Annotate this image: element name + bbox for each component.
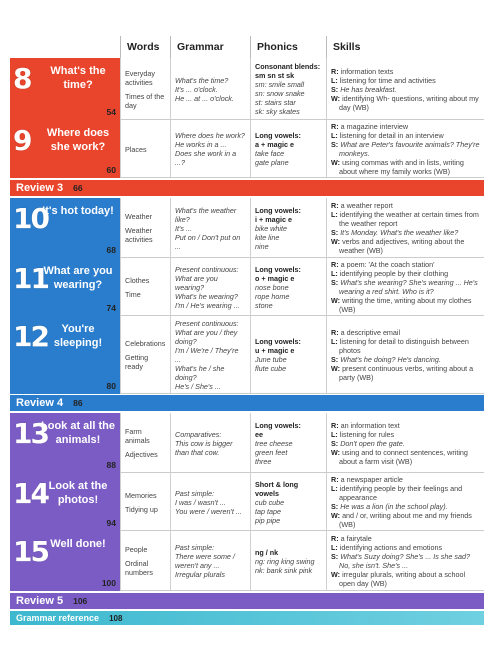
grammar-line: You were / weren't ... [175, 506, 242, 516]
words-cell [120, 413, 170, 473]
grammar-cell [170, 531, 250, 591]
grammar-line: What's he / she doing? [175, 364, 225, 382]
unit-banner[interactable] [10, 120, 120, 178]
grammar-cell [170, 316, 250, 394]
skill-line [331, 140, 480, 158]
unit-row[interactable] [10, 413, 484, 473]
review-banner[interactable] [10, 180, 484, 196]
skill-text: listening for detail to distinguish between photos [339, 337, 469, 355]
review-page-number: 106 [73, 596, 88, 606]
phonics-cell [250, 316, 326, 394]
skill-text: identifying people by their feelings and appearance [339, 484, 463, 502]
skill-type: R: [331, 66, 339, 76]
unit-title: What's the time? [50, 65, 106, 91]
skill-text: listening for time and activities [339, 75, 436, 85]
skill-line [331, 94, 480, 112]
word-item: Tidying up [125, 504, 158, 514]
grammar-line: This cow is bigger than that cow. [175, 438, 233, 457]
skill-line [331, 543, 480, 552]
grammar-line: It's ... [175, 223, 192, 233]
phonics-line: st: stairs star [255, 98, 296, 107]
unit-number: 9 [13, 124, 31, 157]
unit-banner[interactable] [10, 198, 120, 258]
word-item: Ordinal numbers [125, 559, 153, 577]
skill-text: using and to connect sentences, writing about a farm visit (WB) [339, 447, 468, 466]
phonics-line: rope home [255, 291, 290, 301]
grammar-line: He ... at ... o'clock. [175, 93, 234, 103]
unit-number: 13 [13, 417, 48, 450]
skill-type: W: [331, 237, 341, 246]
grammar-line: What's the time? [175, 75, 229, 85]
unit-title: Look at the photos! [48, 480, 108, 506]
grammar-cell [170, 473, 250, 531]
review-page-number: 66 [73, 183, 83, 193]
skill-type: R: [331, 260, 339, 269]
skill-line [331, 364, 480, 382]
phonics-heading: Long vowels: [255, 205, 301, 215]
phonics-line: June tube [255, 355, 287, 364]
skills-cell [326, 258, 484, 316]
phonics-line: sn: snow snake [255, 89, 305, 98]
word-item: Farm animals [125, 427, 150, 445]
skill-text: a poem: 'At the coach station' [340, 260, 435, 269]
word-item: Clothes [125, 275, 150, 285]
phonics-heading: Long vowels: [255, 337, 301, 346]
skill-type: R: [331, 475, 339, 484]
grammar-line: Past simple: [175, 543, 215, 552]
phonics-subheading: sm sn st sk [255, 71, 295, 80]
skill-type: R: [331, 534, 339, 543]
unit-banner[interactable] [10, 531, 120, 591]
unit-row[interactable] [10, 316, 484, 394]
skill-text: verbs and adjectives, writing about the weather (WB) [339, 237, 465, 255]
phonics-line: gate plane [255, 158, 289, 167]
review-label: Review 5 [16, 595, 64, 607]
grammar-line: There were some / weren't any ... [175, 552, 235, 570]
grammar-line: Where does he work? [175, 131, 245, 140]
phonics-line: tap tape [255, 506, 281, 516]
word-item: Time [125, 289, 141, 299]
skill-line [331, 131, 480, 140]
grammar-cell [170, 198, 250, 258]
phonics-line: kite line [255, 232, 280, 242]
words-cell [120, 316, 170, 394]
phonics-cell [250, 473, 326, 531]
word-item: Adjectives [125, 450, 158, 459]
grammar-line: Comparatives: [175, 429, 222, 439]
word-item: Getting ready [125, 353, 149, 371]
skill-type: S: [331, 502, 339, 511]
review-label: Review 3 [16, 182, 64, 194]
col-phonics: Phonics [250, 36, 326, 58]
unit-row[interactable] [10, 531, 484, 591]
unit-title: Look at all the animals! [41, 420, 115, 446]
skill-type: R: [331, 420, 339, 430]
skill-type: L: [331, 75, 338, 85]
grammar-line: Does she work in a ...? [175, 149, 237, 167]
phonics-line: sm: smile small [255, 80, 305, 89]
unit-banner[interactable] [10, 413, 120, 473]
skill-type: R: [331, 122, 339, 131]
phonics-line: three [255, 456, 272, 466]
grammar-line: Past simple: [175, 488, 215, 498]
skill-line [331, 502, 480, 511]
skill-type: L: [331, 131, 338, 140]
word-item: Everyday activities [125, 68, 155, 87]
skill-text: He was a lion (in the school play). [340, 502, 448, 511]
skill-line [331, 158, 480, 176]
phonics-line: sk: sky skates [255, 107, 300, 116]
skill-type: W: [331, 511, 341, 520]
skill-text: a weather report [340, 201, 393, 210]
skill-text: He has breakfast. [340, 84, 397, 94]
word-item: Times of the day [125, 91, 165, 110]
skill-type: L: [331, 484, 338, 493]
skill-type: W: [331, 447, 341, 457]
skill-line [331, 570, 480, 588]
grammar-line: What are you / they doing? [175, 328, 238, 346]
unit-title: It's hot today! [42, 205, 114, 217]
skill-text: identifying actions and emotions [339, 543, 443, 552]
unit-number: 8 [13, 62, 31, 95]
skill-line [331, 122, 480, 131]
grammar-line: What are you wearing? [175, 273, 218, 292]
skills-cell [326, 531, 484, 591]
unit-title: Where does she work? [46, 127, 110, 153]
skill-type: R: [331, 201, 339, 210]
skill-text: using commas with and in lists, writing about where my family works (WB) [339, 158, 464, 176]
grammar-cell [170, 58, 250, 120]
unit-page-number: 100 [101, 578, 116, 588]
skill-text: What's he doing? He's dancing. [340, 355, 441, 364]
skill-text: Don't open the gate. [340, 438, 405, 448]
review-banner[interactable] [10, 395, 484, 411]
unit-title: You're sleeping! [53, 323, 103, 349]
unit-banner[interactable] [10, 316, 120, 394]
skill-line [331, 228, 480, 237]
skill-type: W: [331, 93, 341, 103]
grammar-line: I'm / He's wearing ... [175, 300, 240, 310]
unit-number: 15 [13, 535, 48, 568]
skill-type: W: [331, 570, 341, 579]
skill-text: What's Suzy doing? She's ... Is she sad? No, she isn't. She's ... [339, 552, 470, 570]
phonics-heading: ng / nk [255, 547, 279, 557]
phonics-heading: Short & long vowels [255, 479, 299, 498]
skill-type: S: [331, 438, 339, 448]
skill-text: identifying people by their clothing [339, 269, 449, 278]
skill-type: S: [331, 84, 339, 94]
skill-type: S: [331, 140, 339, 149]
grammar-cell [170, 258, 250, 316]
phonics-line: cub cube [255, 497, 285, 507]
col-grammar: Grammar [170, 36, 250, 58]
grammar-reference-label: Grammar reference [16, 613, 100, 623]
skill-line [331, 511, 480, 529]
row-divider [120, 177, 484, 178]
phonics-line: pip pipe [255, 515, 281, 525]
skill-text: a descriptive email [340, 328, 401, 337]
words-cell [120, 120, 170, 178]
word-item: Celebrations [125, 339, 166, 348]
unit-title: What are you wearing? [43, 265, 113, 291]
skill-text: a newspaper article [340, 475, 403, 484]
skill-type: L: [331, 429, 338, 439]
skill-type: R: [331, 328, 339, 337]
row-divider [120, 590, 484, 591]
skill-text: listening for detail in an interview [339, 131, 444, 140]
grammar-line: He works in a ... [175, 140, 227, 149]
phonics-line: nine [255, 241, 269, 251]
skill-text: What's she wearing? She's wearing ... He's wearing a red shirt. Who is it? [339, 278, 478, 296]
skills-cell [326, 198, 484, 258]
grammar-reference-page: 108 [109, 613, 123, 623]
phonics-line: bike white [255, 223, 287, 233]
skills-cell [326, 473, 484, 531]
review-page-number: 86 [73, 398, 83, 408]
unit-banner[interactable] [10, 258, 120, 316]
skill-line [331, 201, 480, 210]
unit-row[interactable] [10, 198, 484, 258]
skill-line [331, 76, 480, 85]
skill-line [331, 337, 480, 355]
skill-line [331, 328, 480, 337]
skill-text: identifying Wh- questions, writing about my day (WB) [339, 93, 479, 112]
skills-cell [326, 58, 484, 120]
grammar-line: Irregular plurals [175, 570, 225, 579]
skill-line [331, 448, 480, 466]
skill-text: information texts [340, 66, 394, 76]
unit-page-number: 88 [106, 460, 116, 470]
skill-text: a fairytale [340, 534, 372, 543]
phonics-cell [250, 198, 326, 258]
phonics-line: green feet [255, 447, 288, 457]
review-banner[interactable] [10, 593, 484, 609]
phonics-heading: Long vowels: [255, 264, 301, 274]
unit-row[interactable] [10, 258, 484, 316]
skill-text: a magazine interview [340, 122, 409, 131]
skill-line [331, 475, 480, 484]
unit-number: 10 [13, 202, 48, 235]
word-item: Places [125, 144, 147, 154]
unit-page-number: 54 [106, 107, 116, 117]
phonics-line: nose bone [255, 282, 289, 292]
phonics-cell [250, 120, 326, 178]
skill-text: and / or, writing about me and my friends (WB) [339, 511, 472, 529]
grammar-line: Put on / Don't put on ... [175, 232, 241, 251]
words-cell [120, 531, 170, 591]
review-label: Review 4 [16, 397, 64, 409]
skill-type: S: [331, 228, 339, 237]
skill-type: S: [331, 278, 339, 287]
skill-type: S: [331, 355, 339, 364]
skill-text: listening for rules [339, 429, 395, 439]
skill-line [331, 296, 480, 314]
unit-page-number: 80 [106, 381, 116, 391]
skills-cell [326, 120, 484, 178]
skill-type: L: [331, 210, 338, 219]
words-cell [120, 198, 170, 258]
phonics-subheading: a + magic e [255, 140, 294, 149]
unit-page-number: 60 [106, 165, 116, 175]
word-item: People [125, 545, 148, 554]
skill-line [331, 85, 480, 94]
skill-line [331, 484, 480, 502]
word-item: Weather [125, 212, 153, 221]
grammar-reference-banner[interactable] [10, 611, 484, 625]
skill-text: It's Monday. What's the weather like? [340, 228, 459, 237]
grammar-line: Present continuous: [175, 264, 239, 274]
skill-type: W: [331, 364, 341, 373]
phonics-line: stone [255, 300, 273, 310]
phonics-subheading: u + magic e [255, 346, 295, 355]
skill-type: L: [331, 269, 338, 278]
unit-number: 11 [13, 262, 48, 295]
grammar-line: It's ... o'clock. [175, 84, 218, 94]
unit-title: Well done! [50, 538, 106, 550]
skill-line [331, 269, 480, 278]
phonics-line: tree cheese [255, 438, 293, 448]
phonics-cell [250, 413, 326, 473]
skill-type: S: [331, 552, 339, 561]
skill-line [331, 430, 480, 439]
phonics-heading: Consonant blends: [255, 62, 321, 71]
grammar-cell [170, 120, 250, 178]
skill-line [331, 278, 480, 296]
phonics-subheading: i + magic e [255, 214, 292, 224]
phonics-cell [250, 531, 326, 591]
skill-text: What are Peter's favourite animals? They're monkeys. [339, 140, 480, 158]
skill-line [331, 534, 480, 543]
skills-cell [326, 316, 484, 394]
unit-number: 12 [13, 320, 48, 353]
skills-cell [326, 413, 484, 473]
skill-text: an information text [340, 420, 400, 430]
skill-text: present continuous verbs, writing about a party (WB) [339, 364, 474, 382]
skill-line [331, 439, 480, 448]
skill-type: W: [331, 158, 341, 167]
skill-line [331, 260, 480, 269]
phonics-cell [250, 58, 326, 120]
phonics-heading: Long vowels: [255, 420, 301, 430]
word-item: Memories [125, 490, 157, 500]
grammar-line: What's he wearing? [175, 291, 238, 301]
unit-page-number: 74 [106, 303, 116, 313]
skill-type: W: [331, 296, 341, 305]
phonics-heading: Long vowels: [255, 131, 301, 140]
skill-line [331, 552, 480, 570]
unit-banner[interactable] [10, 58, 120, 120]
skill-text: identifying the weather at certain times from the weather report [339, 210, 479, 228]
phonics-cell [250, 258, 326, 316]
unit-page-number: 94 [106, 518, 116, 528]
phonics-line: take face [255, 149, 285, 158]
unit-row[interactable] [10, 120, 484, 178]
skill-type: L: [331, 543, 338, 552]
grammar-line: I was / wasn't ... [175, 497, 226, 507]
phonics-line: ng: ring king swing [255, 556, 315, 566]
words-cell [120, 473, 170, 531]
grammar-line: I'm / We're / They're ... [175, 346, 239, 364]
grammar-line: Present continuous: [175, 319, 239, 328]
unit-row[interactable] [10, 473, 484, 531]
unit-row[interactable] [10, 58, 484, 120]
row-divider [120, 393, 484, 394]
unit-banner[interactable] [10, 473, 120, 531]
unit-number: 14 [13, 477, 48, 510]
phonics-subheading: o + magic e [255, 273, 295, 283]
phonics-subheading: ee [255, 429, 263, 439]
col-skills: Skills [326, 36, 484, 58]
grammar-line: What's the weather like? [175, 205, 237, 224]
grammar-cell [170, 413, 250, 473]
words-cell [120, 58, 170, 120]
skill-line [331, 237, 480, 255]
skill-text: irregular plurals, writing about a school open day (WB) [339, 570, 466, 588]
grammar-line: He's / She's ... [175, 382, 221, 391]
phonics-line: nk: bank sink pink [255, 565, 313, 575]
skill-line [331, 421, 480, 430]
col-words: Words [120, 36, 170, 58]
skill-text: writing the time, writing about my clothes (WB) [339, 296, 472, 314]
skill-type: L: [331, 337, 338, 346]
phonics-line: flute cube [255, 364, 287, 373]
skill-line [331, 355, 480, 364]
skill-line [331, 67, 480, 76]
skill-line [331, 210, 480, 228]
word-item: Weather activities [125, 226, 153, 244]
words-cell [120, 258, 170, 316]
unit-page-number: 68 [106, 245, 116, 255]
